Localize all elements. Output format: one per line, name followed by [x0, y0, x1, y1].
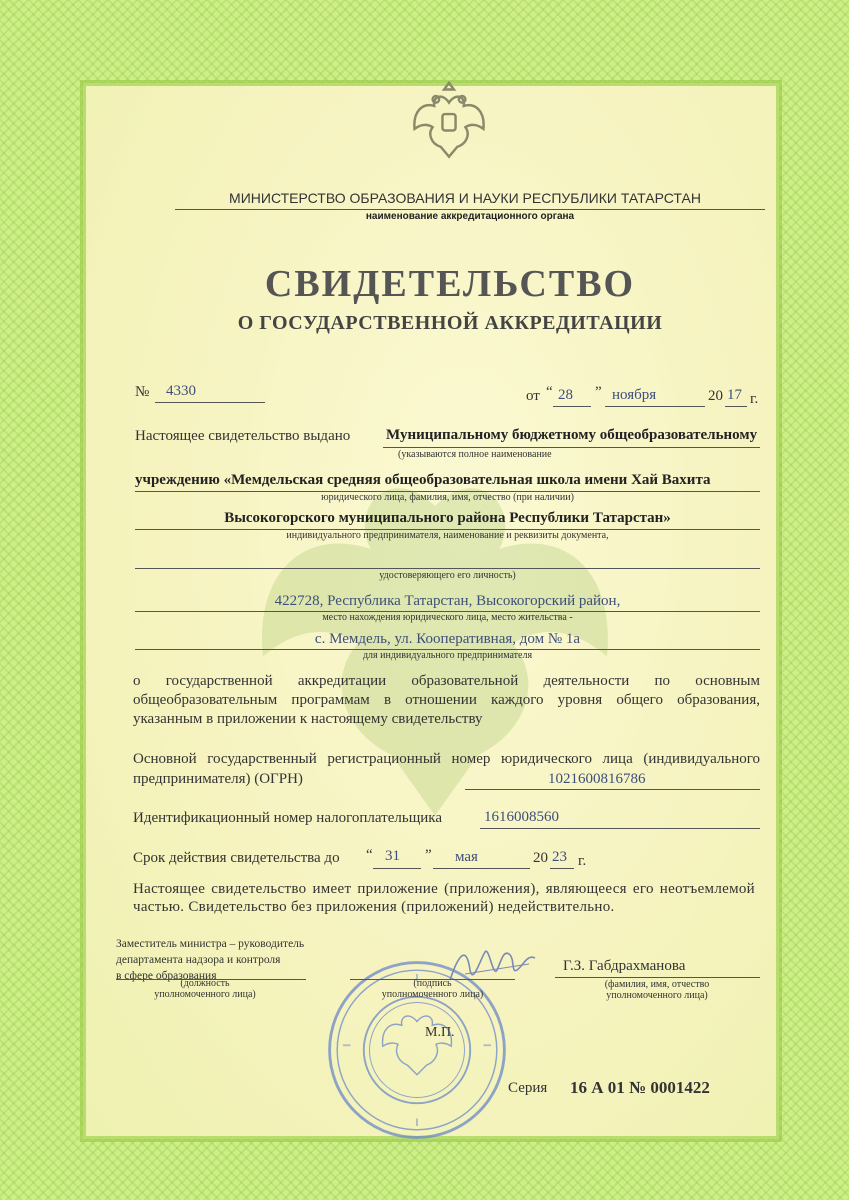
authority-underline [175, 209, 765, 210]
inn-label: Идентификационный номер налогоплательщика [133, 810, 443, 826]
signatory-name: Г.З. Габдрахманова [563, 958, 686, 974]
signatory-caption2: уполномоченного лица) [606, 990, 708, 1001]
ogrn-value: 1021600816786 [548, 771, 646, 787]
date-year-underline [725, 406, 747, 407]
position-caption1: (должность [180, 978, 230, 989]
date-from-label: от [526, 388, 540, 404]
issued-caption4: удостоверяющего его личность) [379, 570, 516, 581]
date-open-quote: “ [546, 384, 553, 400]
validity-day-underline [373, 868, 421, 869]
inn-underline [480, 828, 760, 829]
signature-caption1: (подпись [413, 978, 452, 989]
validity-year-unit: г. [578, 853, 587, 869]
validity-month-underline [433, 868, 530, 869]
date-year-unit: г. [750, 391, 759, 407]
inn-value: 1616008560 [484, 809, 559, 825]
validity-open-quote: “ [366, 847, 373, 863]
issued-line3: Высокогорского муниципального района Республики Татарстан» [224, 510, 671, 526]
series-label: Серия [508, 1080, 548, 1096]
position-line1: Заместитель министра – руководитель [116, 938, 305, 950]
appendix-text: Настоящее свидетельство имеет приложение (приложения), являющееся его неотъемлемой частью. Свидетельство без приложения (приложений) недействительно. [133, 881, 755, 915]
accreditation-text: о государственной аккредитации образовательной деятельности по основным общеобразовательным программам в отношении каждого уровня общего образования, указанным в приложении к настоящему свидетельству [133, 673, 760, 727]
address-line2: с. Мемдель, ул. Кооперативная, дом № 1а [314, 631, 581, 647]
authority-name: МИНИСТЕРСТВО ОБРАЗОВАНИЯ И НАУКИ РЕСПУБЛИКИ ТАТАРСТАН [229, 190, 701, 206]
issued-caption2: юридического лица, фамилия, имя, отчество (при наличии) [321, 492, 574, 503]
position-line2: департамента надзора и контроля [116, 954, 281, 966]
date-day: 28 [558, 387, 573, 403]
document-title: СВИДЕТЕЛЬСТВО [264, 263, 636, 305]
issued-line1: Муниципальному бюджетному общеобразовательному [386, 427, 758, 443]
double-headed-eagle-icon [405, 78, 493, 160]
position-line3: в сфере образования [116, 970, 217, 982]
signatory-caption1: (фамилия, имя, отчество [604, 979, 710, 990]
identity-doc-underline [135, 568, 760, 569]
ogrn-underline [465, 789, 760, 790]
validity-year-underline [550, 868, 574, 869]
validity-year-suffix: 23 [552, 849, 567, 865]
issued-line1-underline [383, 447, 760, 448]
validity-day: 31 [385, 848, 400, 864]
ogrn-text: Основной государственный регистрационный номер юридического лица (индивидуального предпринимателя) (ОГРН) [133, 751, 760, 787]
issued-intro: Настоящее свидетельство выдано [135, 428, 351, 444]
validity-month: мая [455, 849, 478, 865]
document-subtitle: О ГОСУДАРСТВЕННОЙ АККРЕДИТАЦИИ [237, 312, 663, 334]
issued-caption1: (указываются полное наименование [398, 449, 552, 460]
date-year-prefix: 20 [708, 388, 723, 404]
date-month: ноября [612, 387, 657, 403]
issued-line2: учреждению «Мемдельская средняя общеобразовательная школа имени Хай Вахита [135, 472, 711, 488]
validity-year-prefix: 20 [533, 850, 548, 866]
series-number: 16 А 01 № 0001422 [570, 1078, 710, 1097]
signatory-underline [555, 977, 760, 978]
date-year-suffix: 17 [727, 387, 742, 403]
date-close-quote: ” [595, 384, 602, 400]
signature-caption2: уполномоченного лица) [381, 989, 484, 1000]
validity-label: Срок действия свидетельства до [133, 850, 340, 866]
issued-caption5: место нахождения юридического лица, место жительства - [322, 612, 573, 623]
issued-caption6: для индивидуального предпринимателя [362, 650, 533, 661]
issued-caption3: индивидуального предпринимателя, наименование и реквизиты документа, [286, 530, 609, 541]
address-line1: 422728, Республика Татарстан, Высокогорский район, [274, 593, 621, 609]
date-month-underline [605, 406, 705, 407]
position-caption2: уполномоченного лица) [154, 989, 256, 1000]
authority-caption: наименование аккредитационного органа [365, 211, 575, 222]
stamp-place-label: М.П. [425, 1025, 455, 1040]
validity-close-quote: ” [425, 847, 432, 863]
certificate-number: 4330 [166, 383, 196, 399]
date-day-underline [553, 406, 591, 407]
number-underline [155, 402, 265, 403]
number-label: № [135, 384, 150, 400]
